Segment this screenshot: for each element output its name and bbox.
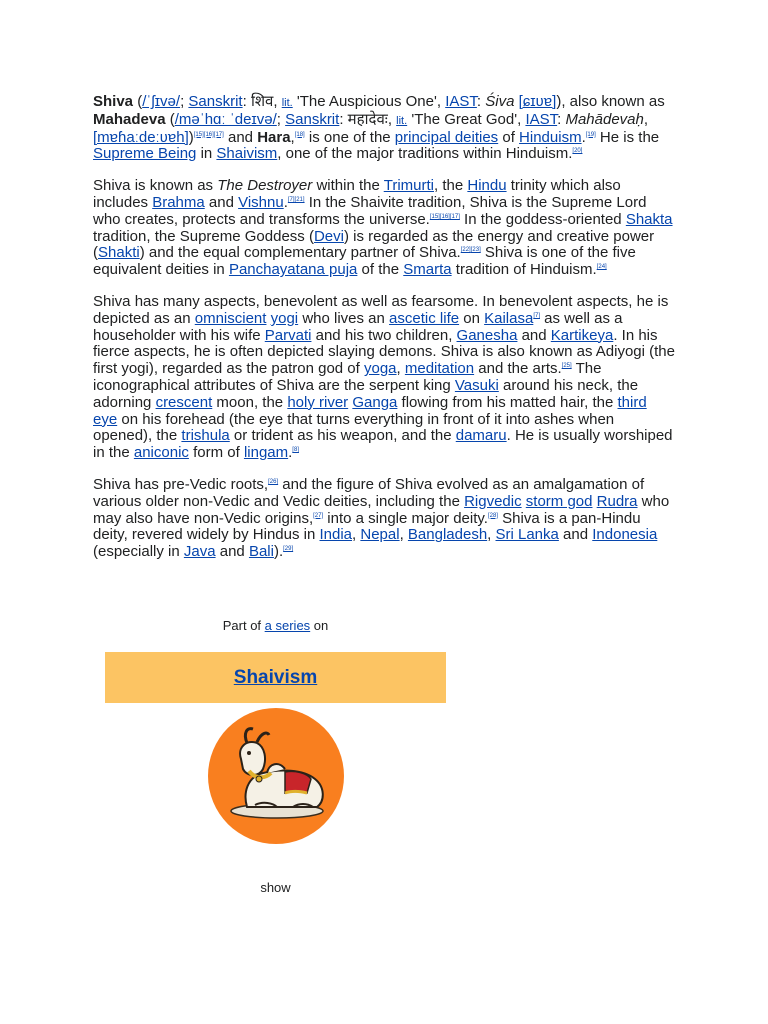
link-third-eye[interactable]: third eye [93,393,647,428]
text: Shiva has pre-Vedic roots, [93,475,269,493]
link-storm-god[interactable]: storm god [525,492,593,510]
link-rigvedic[interactable]: Rigvedic [464,492,522,510]
link-yogi[interactable]: yogi [270,309,299,327]
link-holy-river[interactable]: holy river [287,393,349,411]
link-kailasa[interactable]: Kailasa [484,309,534,327]
link-supreme-being[interactable]: Supreme Being [93,145,197,163]
link-shaivism[interactable]: Shaivism [216,145,278,163]
text: ), also known as [556,93,665,110]
bold-term-hara: Hara [257,128,291,146]
link-sri-lanka[interactable]: Sri Lanka [495,526,559,544]
text: The iconographical attributes of Shiva are the serpent king [93,360,602,394]
citation-link[interactable]: [24] [596,264,607,271]
italic-term: Mahādevaḥ [565,110,644,128]
link-lit[interactable]: lit. [281,97,293,109]
series-title-link[interactable]: Shaivism [233,666,318,688]
link-lit[interactable]: lit. [396,114,408,127]
link-hinduism[interactable]: Hinduism [519,128,582,146]
link-omniscient[interactable]: omniscient [194,309,267,327]
text: , [290,128,295,146]
link-yoga[interactable]: yoga [364,360,397,378]
text: of the [357,261,404,279]
link-sanskrit[interactable]: Sanskrit [188,93,243,110]
text: , [487,526,496,544]
text: . [288,444,293,462]
bold-term-mahadeva: Mahadeva [93,110,166,128]
link-meditation[interactable]: meditation [404,360,475,378]
text: ( [133,93,143,110]
bold-term-shiva: Shiva [93,93,134,110]
text: ) is regarded as the energy and creative power ( [93,227,655,262]
devanagari-text: महादेवः [347,110,388,128]
citation [288,197,305,203]
link-vishnu[interactable]: Vishnu [238,193,284,211]
link-vasuki[interactable]: Vasuki [454,376,499,394]
text: . [283,193,288,211]
text: form of [188,444,244,462]
bull-bell [256,776,262,782]
link-ganga[interactable]: Ganga [352,393,398,411]
text: , one of the major traditions within Hinduism. [277,145,573,163]
link-ipa[interactable]: [mɐɦaːdeːʋɐh] [93,128,189,146]
link-pronunciation[interactable]: /məˈhɑː ˈdeɪvə/ [174,110,277,128]
text: is one of the [304,128,395,146]
text: , [396,360,405,378]
citation [283,546,293,552]
citation-link[interactable]: [29] [283,546,294,553]
text: ) [188,128,194,146]
citation-link[interactable]: [16] [203,131,214,138]
series-infobox [105,618,446,895]
text: on [310,618,329,633]
text: : [476,93,486,110]
text: 'The Auspicious One', [292,93,446,110]
citation [586,132,596,138]
link-india[interactable]: India [319,526,353,544]
text: . In his fierce aspects, he is often depicted slaying demons. Shiva is also known as Adiyogi (the first yogi), regarded as the patron god of [93,326,675,378]
link-trishula[interactable]: trishula [181,427,230,445]
text: ; [180,93,189,110]
text: , [273,93,282,110]
text: . He is usually worshiped in the [93,427,673,462]
text: , [352,526,361,544]
text: flowing from his matted hair, the [397,393,618,411]
citation [295,132,305,138]
link-aniconic[interactable]: aniconic [133,444,189,462]
text: on his forehead (the eye that turns everything in front of it into ashes when opened), the [93,410,615,445]
citation-link[interactable]: [7] [287,196,295,203]
text: , the [434,177,468,195]
text: ). [273,543,284,561]
link-iast[interactable]: IAST [525,110,558,128]
series-title-bar [105,652,446,703]
link-bangladesh[interactable]: Bangladesh [407,526,488,544]
text: : [242,93,251,110]
text: ( [165,110,175,128]
citation-link[interactable]: [22] [460,247,471,254]
bull-head [240,742,265,775]
citation-link[interactable]: [16] [439,213,450,220]
link-damaru[interactable]: damaru [455,427,507,445]
text: and the arts. [474,360,562,378]
nandi-bull-emblem-icon [207,707,345,845]
link-crescent[interactable]: crescent [155,393,213,411]
article-body [93,94,675,576]
italic-term: The Destroyer [217,177,313,195]
link-brahma[interactable]: Brahma [152,193,205,211]
link-ipa[interactable]: [ɕɪʋɐ] [518,93,557,110]
text: . [581,128,586,146]
text: moon, the [212,393,288,411]
text: In the Shaivite tradition, Shiva is the Supreme Lord who creates, protects and transforms the universe. [93,193,647,228]
link-principal-deities[interactable]: principal deities [394,128,499,146]
text: : [339,110,348,128]
text: as well as a householder with his wife [93,309,623,344]
citation-link[interactable]: [28] [487,512,498,519]
text: : [557,110,566,128]
link-bali[interactable]: Bali [248,543,274,561]
devanagari-text: शिव [250,93,274,110]
link-iast[interactable]: IAST [445,93,477,110]
text: and [215,543,249,561]
citation [461,247,481,253]
text: in [196,145,217,163]
text: within the [312,177,384,195]
link-panchayatana-puja[interactable]: Panchayatana puja [228,261,358,279]
bull-saddle-trim [285,792,307,794]
citation [292,447,299,453]
text: Part of [222,618,265,633]
text: trinity which also includes [93,177,621,211]
text: He is the [595,128,660,146]
citation-link[interactable]: [26] [268,478,279,485]
paragraph-aspects [93,294,675,462]
citation-link[interactable]: [17] [213,131,224,138]
citation [313,513,323,519]
text: and his two children, [311,326,457,344]
text: and the figure of Shiva evolved as an amalgamation of various older non-Vedic and Vedic deities, including the [93,475,645,510]
citation-link[interactable]: [15] [193,131,204,138]
link-pronunciation[interactable]: /ˈʃɪvə/ [142,93,181,110]
citation-link[interactable]: [15] [429,213,440,220]
link-ganesha[interactable]: Ganesha [456,326,518,344]
emblem-container [105,707,446,845]
text: (especially in [93,543,184,561]
citation [533,313,540,319]
citation [597,264,607,270]
citation-link[interactable]: [21] [294,196,305,203]
citation [562,363,572,369]
link-trimurti[interactable]: Trimurti [383,177,434,195]
text: and [558,526,593,544]
link-java[interactable]: Java [183,543,216,561]
paragraph-intro [93,94,675,163]
link-smarta[interactable]: Smarta [403,261,452,279]
text: or trident as his weapon, and the [229,427,456,445]
link-indonesia[interactable]: Indonesia [592,526,658,544]
text: and [223,128,258,146]
text: ; [276,110,286,128]
text: In the goddess-oriented [459,210,626,228]
citation [268,479,278,485]
text: and [517,326,551,344]
link-ascetic-life[interactable]: ascetic life [389,309,460,327]
citation-link[interactable]: [18] [294,131,305,138]
bull-eye [247,751,251,755]
text: , [387,110,397,128]
citation [488,513,498,519]
text: of [498,128,520,146]
bull-saddle [285,771,311,793]
link-series[interactable]: a series [264,618,311,633]
link-parvati[interactable]: Parvati [264,326,312,344]
text: tradition of Hinduism. [451,261,597,279]
text: , [643,110,649,128]
citation-link[interactable]: [17] [449,213,460,220]
paragraph-trimurti [93,178,675,279]
link-lingam[interactable]: lingam [243,444,289,462]
link-shakta[interactable]: Shakta [625,210,673,228]
series-caption [105,618,446,638]
citation [194,132,224,138]
text: Shiva is a pan-Hindu deity, revered widely by Hindus in [93,509,641,544]
text: 'The Great God', [407,110,526,128]
citation-link[interactable]: [25] [561,363,572,370]
citation-link[interactable]: [8] [292,447,299,454]
text: Shiva is one of the five equivalent deities in [93,244,636,279]
paragraph-origins [93,477,675,561]
text: ) and the equal complementary partner of Shiva. [139,244,461,262]
text: who lives an [298,309,390,327]
link-shakti[interactable]: Shakti [98,244,140,262]
text: , [399,526,408,544]
citation-link[interactable]: [23] [470,247,481,254]
text: into a single major deity. [323,509,488,527]
citation [572,148,582,154]
text: who may also have non-Vedic origins, [93,492,670,527]
text: on [459,309,485,327]
citation-link[interactable]: [20] [572,148,583,155]
text: tradition, the Supreme Goddess ( [93,227,314,245]
link-kartikeya[interactable]: Kartikeya [550,326,614,344]
text: Shiva is known as [93,177,218,195]
link-devi[interactable]: Devi [313,227,344,245]
text: Shiva has many aspects, benevolent as well as fearsome. In benevolent aspects, he is depicted as an [93,292,669,327]
link-sanskrit[interactable]: Sanskrit [285,110,340,128]
text: and [204,193,239,211]
text: around his neck, the adorning [93,376,639,411]
citation-link[interactable]: [7] [533,312,540,319]
link-hindu[interactable]: Hindu [467,177,507,195]
show-toggle[interactable]: show [260,880,291,895]
italic-term: Śiva [485,93,515,110]
citation-link[interactable]: [27] [313,512,324,519]
citation [430,214,460,220]
link-nepal[interactable]: Nepal [360,526,400,544]
link-rudra[interactable]: Rudra [596,492,638,510]
citation-link[interactable]: [19] [585,131,596,138]
